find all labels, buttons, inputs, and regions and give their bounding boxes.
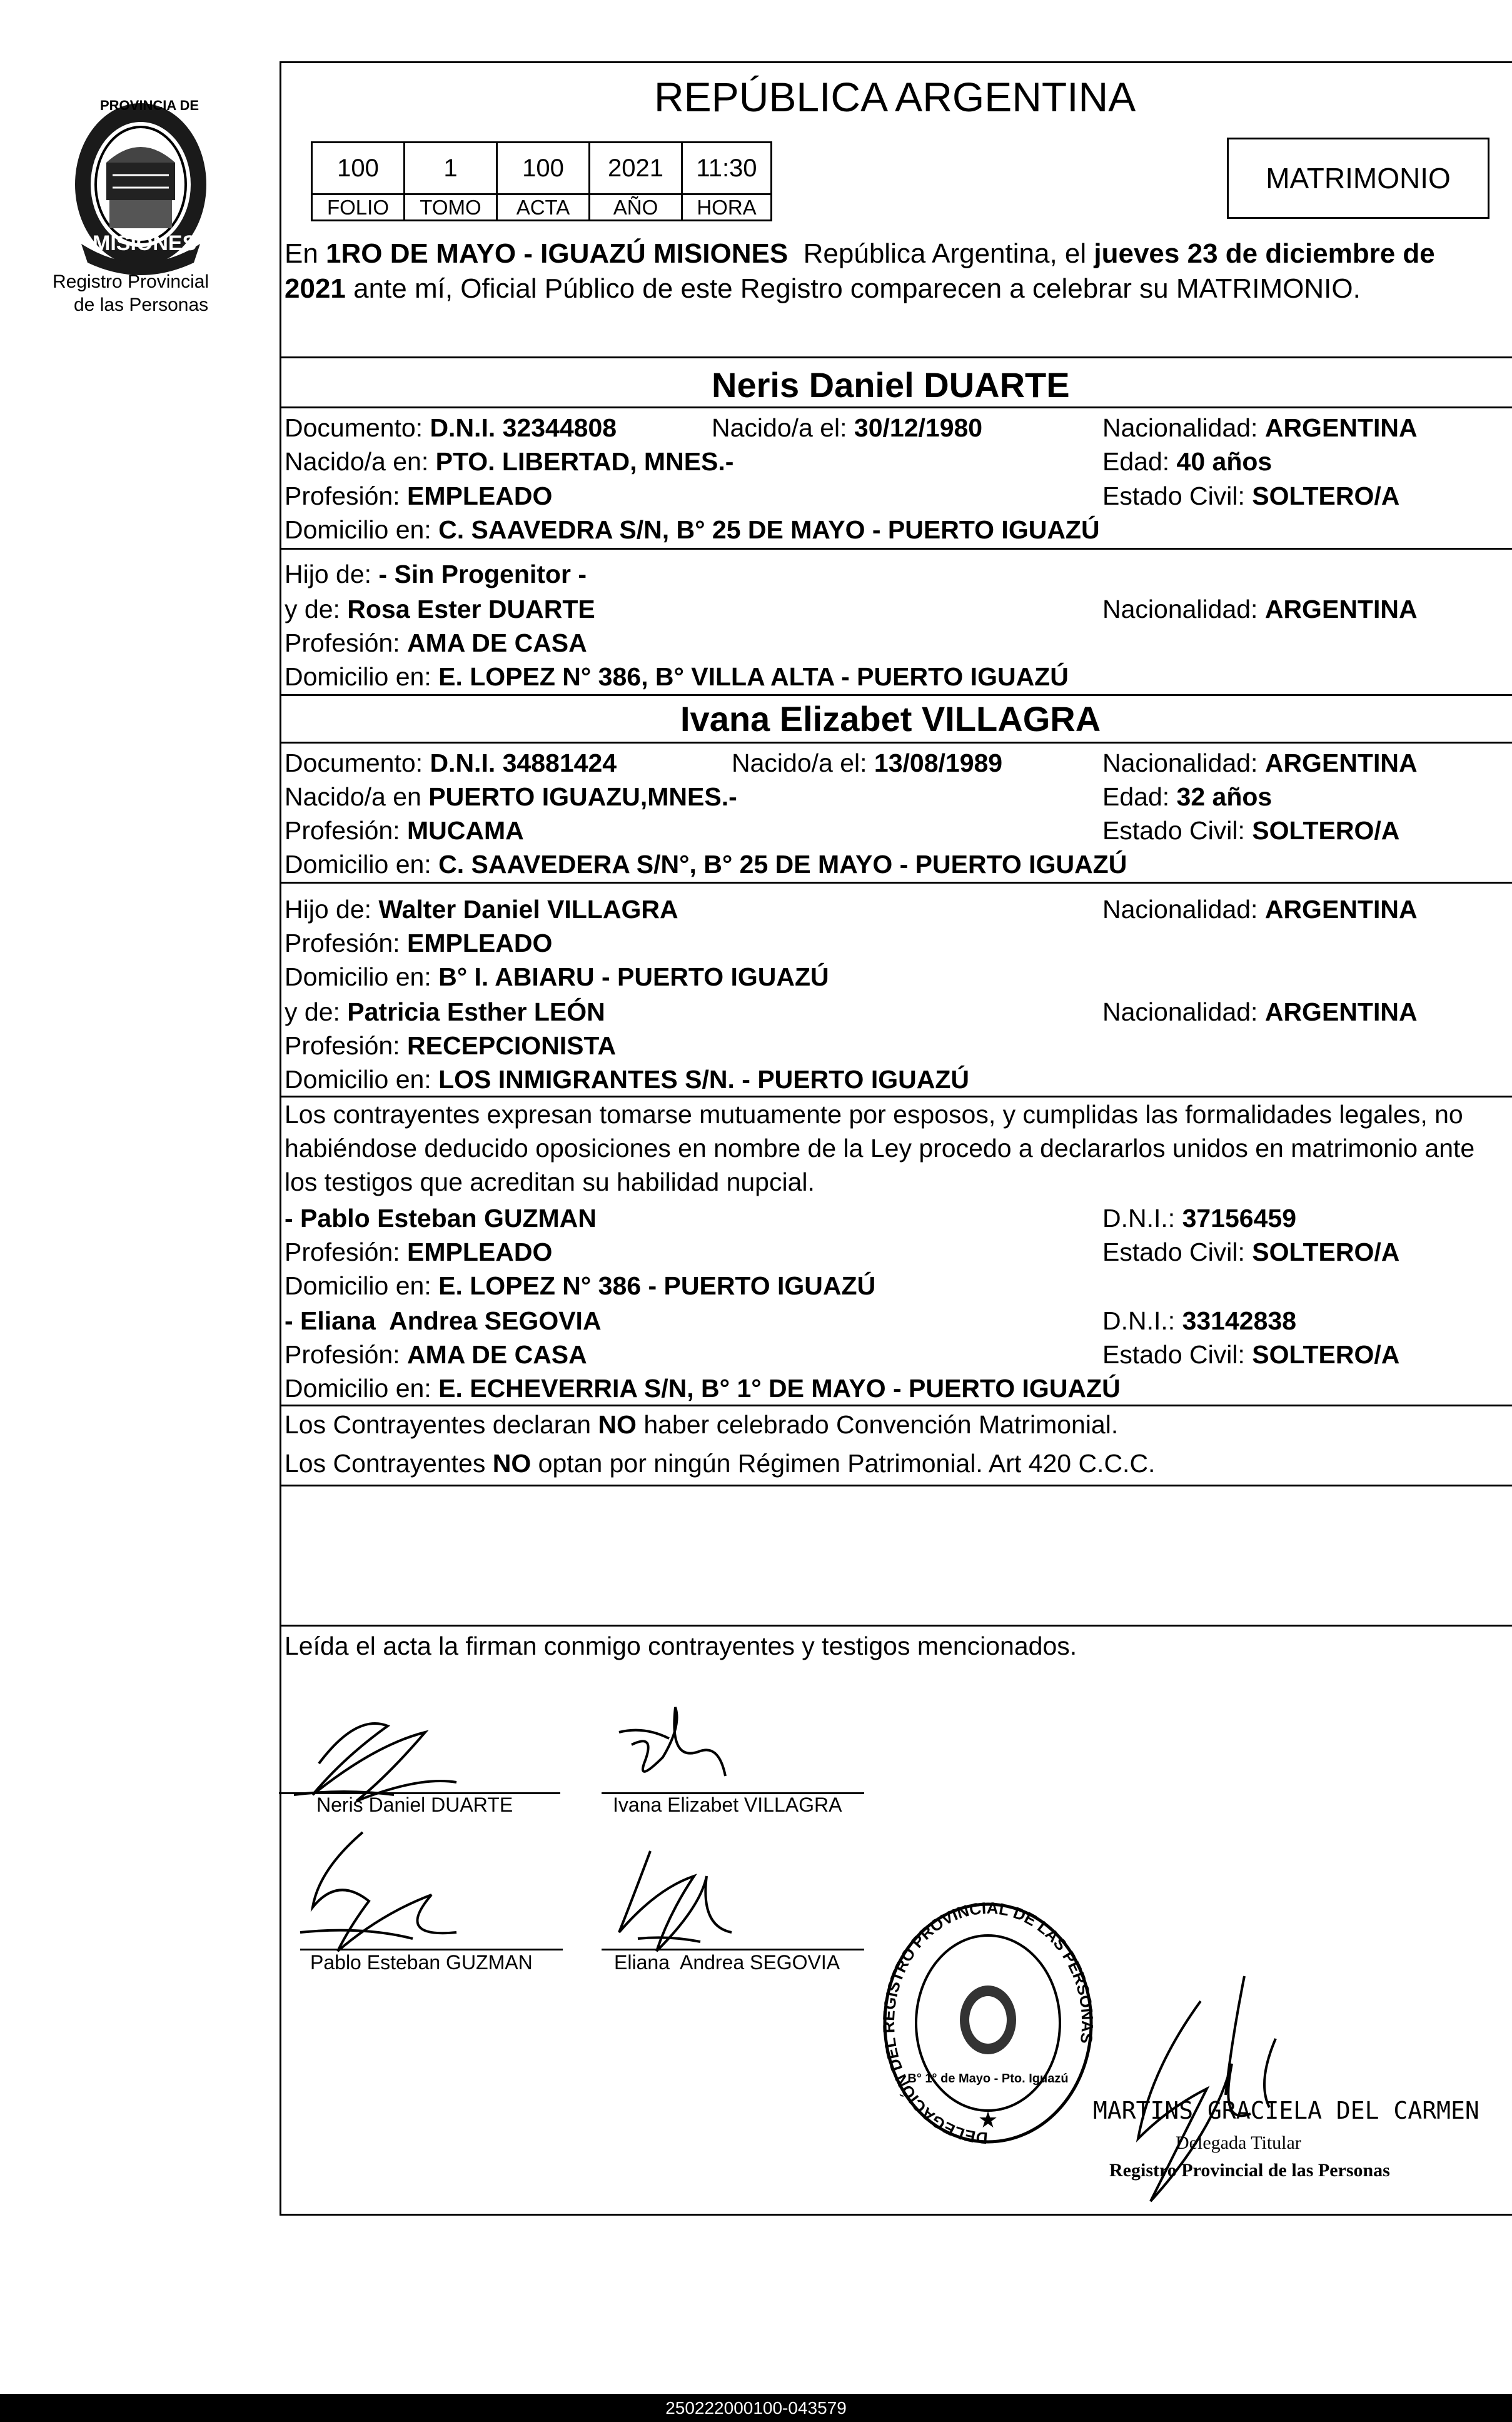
- spouse2-mother-address: Domicilio en: LOS INMIGRANTES S/N. - PUERTO IGUAZÚ: [285, 1065, 969, 1094]
- signature-name-3: Pablo Esteban GUZMAN: [310, 1951, 533, 1974]
- act-type-box: [1227, 138, 1489, 219]
- official-name: MARTINS GRACIELA DEL CARMEN: [1093, 2097, 1479, 2124]
- spouse1-age: Edad: 40 años: [1102, 447, 1273, 476]
- convention-line1: Los Contrayentes declaran NO haber celebrado Convención Matrimonial.: [285, 1410, 1119, 1439]
- spouse2-mother-profession: Profesión: RECEPCIONISTA: [285, 1031, 617, 1060]
- footer-code: 250222000100-043579: [665, 2398, 847, 2418]
- declaration-line3: los testigos que acreditan su habilidad nupcial.: [285, 1168, 815, 1196]
- witness2-dni: D.N.I.: 33142838: [1102, 1306, 1296, 1335]
- acta-label: ACTA: [516, 195, 570, 219]
- divider-4: [280, 694, 1512, 696]
- spouse1-mother: y de: Rosa Ester DUARTE: [285, 595, 595, 623]
- spouse1-civil-status: Estado Civil: SOLTERO/A: [1102, 482, 1400, 510]
- spouse1-mother-profession: Profesión: AMA DE CASA: [285, 628, 587, 657]
- spouse1-mother-nationality: Nacionalidad: ARGENTINA: [1102, 595, 1418, 623]
- official-org: Registro Provincial de las Personas: [1109, 2160, 1390, 2181]
- intro-line1: En 1RO DE MAYO - IGUAZÚ MISIONES República Argentina, el jueves 23 de diciembre de: [285, 238, 1435, 269]
- signature-scribbles: [269, 1688, 894, 1982]
- footer-barcode-strip: [0, 2394, 1512, 2422]
- closing-text: Leída el acta la firman conmigo contrayentes y testigos mencionados.: [285, 1632, 1077, 1660]
- witness1-dni: D.N.I.: 37156459: [1102, 1204, 1296, 1233]
- divider-7: [280, 1096, 1512, 1097]
- hora-label: HORA: [697, 195, 757, 219]
- intro-line2: 2021 ante mí, Oficial Público de este Registro comparecen a celebrar su MATRIMONIO.: [285, 273, 1361, 304]
- declaration-line2: habiéndose deducido oposiciones en nombre de la Ley procedo a declararlos unidos en matrimonio ante: [285, 1134, 1475, 1163]
- country-title: REPÚBLICA ARGENTINA: [654, 74, 1136, 120]
- witness2-address: Domicilio en: E. ECHEVERRIA S/N, B° 1° DE MAYO - PUERTO IGUAZÚ: [285, 1374, 1121, 1403]
- witness1-name: - Pablo Esteban GUZMAN: [285, 1204, 597, 1233]
- spouse1-profession: Profesión: EMPLEADO: [285, 482, 553, 510]
- stamp-star-icon: ★: [977, 2107, 999, 2133]
- anio-value: 2021: [608, 154, 663, 182]
- spouse1-mother-address: Domicilio en: E. LOPEZ N° 386, B° VILLA ALTA - PUERTO IGUAZÚ: [285, 662, 1069, 691]
- divider-1: [280, 356, 1512, 358]
- spouse2-mother: y de: Patricia Esther LEÓN: [285, 997, 605, 1026]
- witness1-address: Domicilio en: E. LOPEZ N° 386 - PUERTO IGUAZÚ: [285, 1271, 876, 1300]
- signature-name-4: Eliana Andrea SEGOVIA: [614, 1951, 840, 1974]
- signature-line-4: [602, 1949, 864, 1950]
- witness2-name: - Eliana Andrea SEGOVIA: [285, 1306, 602, 1335]
- spouse1-address: Domicilio en: C. SAAVEDRA S/N, B° 25 DE MAYO - PUERTO IGUAZÚ: [285, 515, 1100, 544]
- folio-label: FOLIO: [326, 195, 390, 219]
- frame-top-border: [280, 61, 1512, 63]
- official-round-stamp: [875, 1895, 1101, 2157]
- spouse2-father: Hijo de: Walter Daniel VILLAGRA: [285, 895, 678, 924]
- seal-org-line2: de las Personas: [74, 295, 209, 315]
- divider-2: [280, 406, 1512, 408]
- signature-line-3: [300, 1949, 563, 1950]
- spouse2-age: Edad: 32 años: [1102, 782, 1273, 811]
- registry-table: [311, 141, 772, 221]
- divider-6: [280, 882, 1512, 884]
- seal-ring-top: PROVINCIA DE: [100, 98, 199, 113]
- divider-5: [280, 742, 1512, 744]
- tomo-value: 1: [443, 154, 458, 182]
- seal-ring-bottom: MISIONES: [93, 231, 197, 255]
- spouse1-nationality: Nacionalidad: ARGENTINA: [1102, 413, 1418, 442]
- spouse2-civil-status: Estado Civil: SOLTERO/A: [1102, 816, 1400, 845]
- spouse2-nationality: Nacionalidad: ARGENTINA: [1102, 749, 1418, 777]
- spouse1-name: Neris Daniel DUARTE: [712, 365, 1070, 405]
- witness2-civil-status: Estado Civil: SOLTERO/A: [1102, 1340, 1400, 1369]
- anio-label: AÑO: [613, 195, 658, 219]
- witness2-profession: Profesión: AMA DE CASA: [285, 1340, 587, 1369]
- act-type-label: MATRIMONIO: [1266, 162, 1451, 194]
- stamp-inner-text: B° 1° de Mayo - Pto. Iguazú: [907, 2072, 1069, 2086]
- spouse1-birthplace: Nacido/a en: PTO. LIBERTAD, MNES.-: [285, 447, 734, 476]
- spouse2-birthplace: Nacido/a en PUERTO IGUAZU,MNES.-: [285, 782, 737, 811]
- witness1-civil-status: Estado Civil: SOLTERO/A: [1102, 1238, 1400, 1266]
- spouse2-father-address: Domicilio en: B° I. ABIARU - PUERTO IGUAZÚ: [285, 962, 829, 991]
- hora-value: 11:30: [696, 154, 757, 182]
- spouse2-father-profession: Profesión: EMPLEADO: [285, 929, 553, 957]
- seal-org-line1: Registro Provincial: [53, 271, 209, 292]
- acta-value: 100: [522, 154, 564, 182]
- tomo-label: TOMO: [420, 195, 481, 219]
- stamp-ring-text: DELEGACIÓN DEL REGISTRO PROVINCIAL DE LAS PERSONAS: [879, 1898, 1097, 2148]
- spouse2-father-nationality: Nacionalidad: ARGENTINA: [1102, 895, 1418, 924]
- folio-value: 100: [337, 154, 379, 182]
- spouse2-mother-nationality: Nacionalidad: ARGENTINA: [1102, 997, 1418, 1026]
- official-title: Delegada Titular: [1176, 2132, 1301, 2153]
- spouse1-document: Documento: D.N.I. 32344808: [285, 413, 617, 442]
- divider-8: [280, 1405, 1512, 1406]
- witness1-profession: Profesión: EMPLEADO: [285, 1238, 553, 1266]
- divider-3: [280, 548, 1512, 550]
- divider-10: [280, 1625, 1512, 1627]
- spouse2-document: Documento: D.N.I. 34881424: [285, 749, 617, 777]
- divider-9: [280, 1485, 1512, 1486]
- signature-name-2: Ivana Elizabet VILLAGRA: [613, 1794, 842, 1816]
- spouse1-birthdate: Nacido/a el: 30/12/1980: [712, 413, 983, 442]
- convention-line2: Los Contrayentes NO optan por ningún Régimen Patrimonial. Art 420 C.C.C.: [285, 1449, 1156, 1478]
- spouse2-address: Domicilio en: C. SAAVEDERA S/N°, B° 25 DE MAYO - PUERTO IGUAZÚ: [285, 850, 1127, 879]
- signature-name-1: Neris Daniel DUARTE: [316, 1794, 513, 1816]
- declaration-line1: Los contrayentes expresan tomarse mutuamente por esposos, y cumplidas las formalidades legales, no: [285, 1100, 1463, 1129]
- spouse1-father: Hijo de: - Sin Progenitor -: [285, 560, 587, 588]
- spouse2-profession: Profesión: MUCAMA: [285, 816, 524, 845]
- spouse2-name: Ivana Elizabet VILLAGRA: [680, 699, 1101, 739]
- spouse2-birthdate: Nacido/a el: 13/08/1989: [732, 749, 1003, 777]
